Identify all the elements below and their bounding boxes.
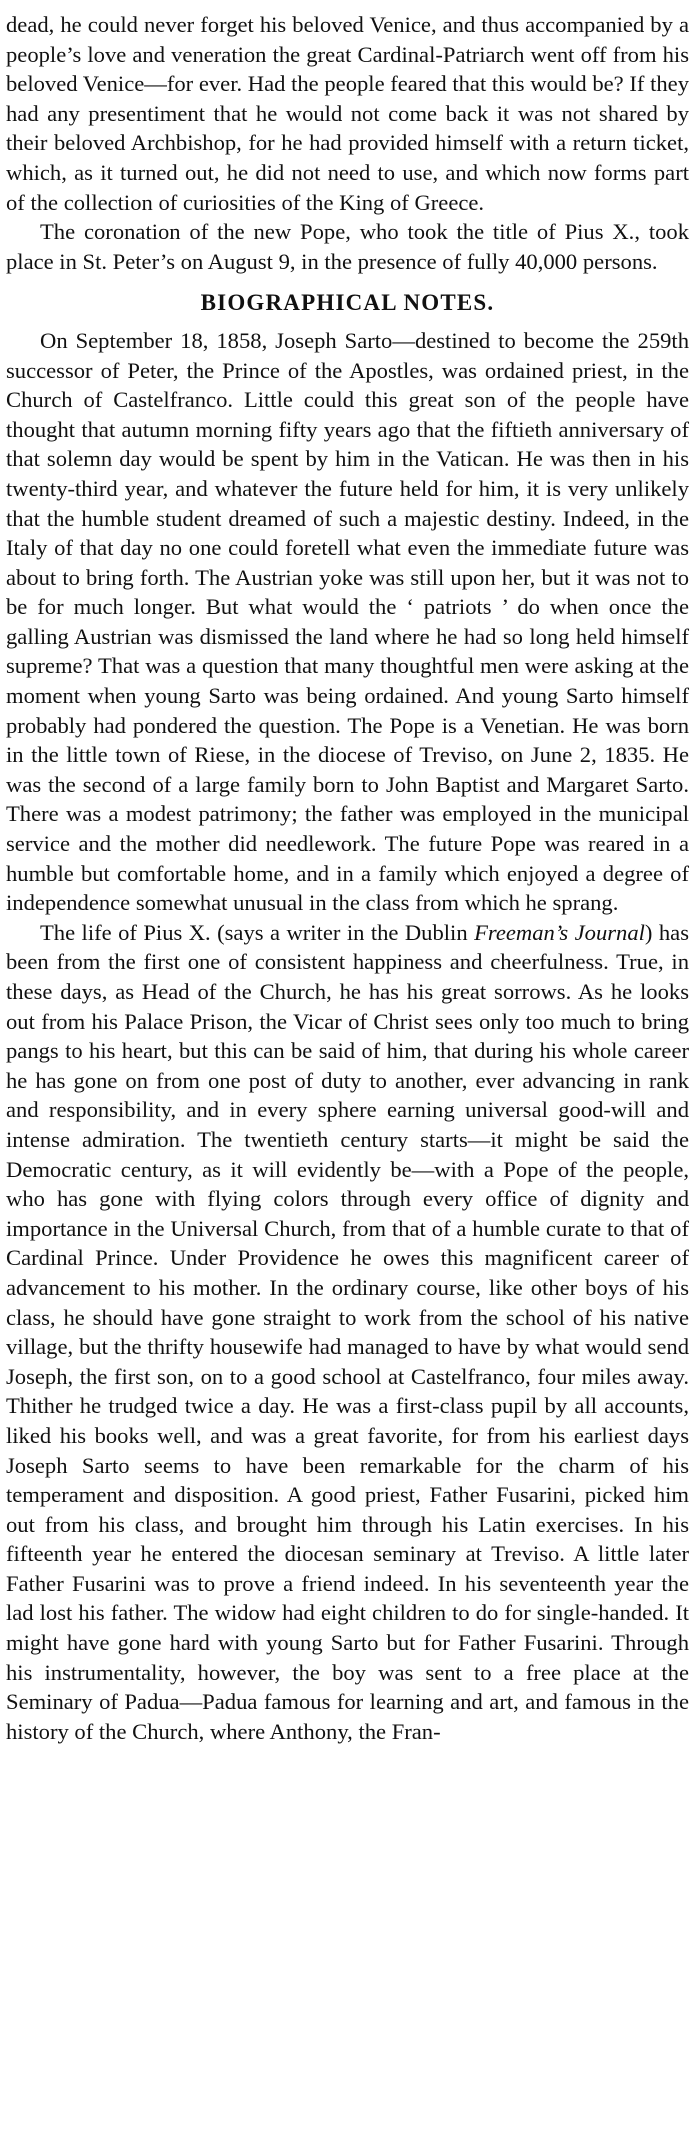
coronation-paragraph: The coronation of the new Pope, who took the title of Pius X., took place in St. Peter’s on August 9, in the presence of fully 40,000 persons. [6,219,689,274]
intro-paragraph: dead, he could never forget his beloved Venice, and thus accompanied by a people’s love and veneration the great Cardinal-Patriarch went off from his beloved Venice—for ever. Had the people feared that this would be? If they had any presentiment that he would not come back it was not shared by their beloved Archbishop, for he had provided himself with a return ticket, which, as it turned out, he did not need to use, and which now forms part of the collection of curiosities of the King of Greece. [6,12,689,215]
life-paragraph-lead: The life of Pius X. (says a writer in the Dublin [40,919,475,945]
life-paragraph [6,918,689,1747]
source-title: Freeman’s Journal [474,919,645,945]
life-paragraph-body: ) has been from the first one of consistent happiness and cheerfulness. True, in these days, as Head of the Church, he has his great sorrows. As he looks out from his Palace Prison, the Vicar of Christ sees only too much to bring pangs to his heart, but this can be said of him, that during his whole career he has gone on from one post of duty to another, ever advancing in rank and responsibility, and in every sphere earning universal good-will and intense admiration. The twentieth century starts—it might be said the Democratic century, as it will evidently be—with a Pope of the people, who has gone with flying colors through every office of dignity and importance in the Universal Church, from that of a humble curate to that of Cardinal Prince. Under Providence he owes this magnificent career of advancement to his mother. In the ordinary course, like other boys of his class, he should have gone straight to work from the school of his native village, but the thrifty housewife had managed to have by what would send Joseph, the first son, on to a good school at Castelfranco, four miles away. Thither he trudged twice a day. He was a first-class pupil by all accounts, liked his books well, and was a great favorite, for from his earliest days Joseph Sarto seems to have been remarkable for the charm of his temperament and disposition. A good priest, Father Fusarini, picked him out from his class, and brought him through his Latin exercises. In his fifteenth year he entered the diocesan seminary at Treviso. A little later Father Fusarini was to prove a friend indeed. In his seventeenth year the lad lost his father. The widow had eight children to do for single-handed. It might have gone hard with young Sarto but for Father Fusarini. Through his instrumentality, however, the boy was sent to a free place at the Seminary of Padua—Padua famous for learning and art, and famous in the history of the Church, where Anthony, the Fran- [6,919,689,1744]
section-heading: BIOGRAPHICAL NOTES. [200,290,495,316]
biography-paragraph: On September 18, 1858, Joseph Sarto—destined to become the 259th successor of Peter, the Prince of the Apostles, was ordained priest, in the Church of Castelfranco. Little could this great son of the people have thought that autumn morning fifty years ago that the fiftieth anniversary of that solemn day would be spent by him in the Vatican. He was then in his twenty-third year, and whatever the future held for him, it is very unlikely that the humble student dreamed of such a majestic destiny. Indeed, in the Italy of that day no one could foretell what even the immediate future was about to bring forth. The Austrian yoke was still upon her, but it was not to be for much longer. But what would the ‘ patriots ’ do when once the galling Austrian was dismissed the land where he had so long held himself supreme? That was a question that many thoughtful men were asking at the moment when young Sarto was being ordained. And young Sarto himself probably had pondered the question. The Pope is a Venetian. He was born in the little town of Riese, in the diocese of Treviso, on June 2, 1835. He was the second of a large family born to John Baptist and Margaret Sarto. There was a modest patrimony; the father was employed in the municipal service and the mother did needlework. The future Pope was reared in a humble but comfortable home, and in a family which enjoyed a degree of independence somewhat unusual in the class from which he sprang. [6,327,689,916]
